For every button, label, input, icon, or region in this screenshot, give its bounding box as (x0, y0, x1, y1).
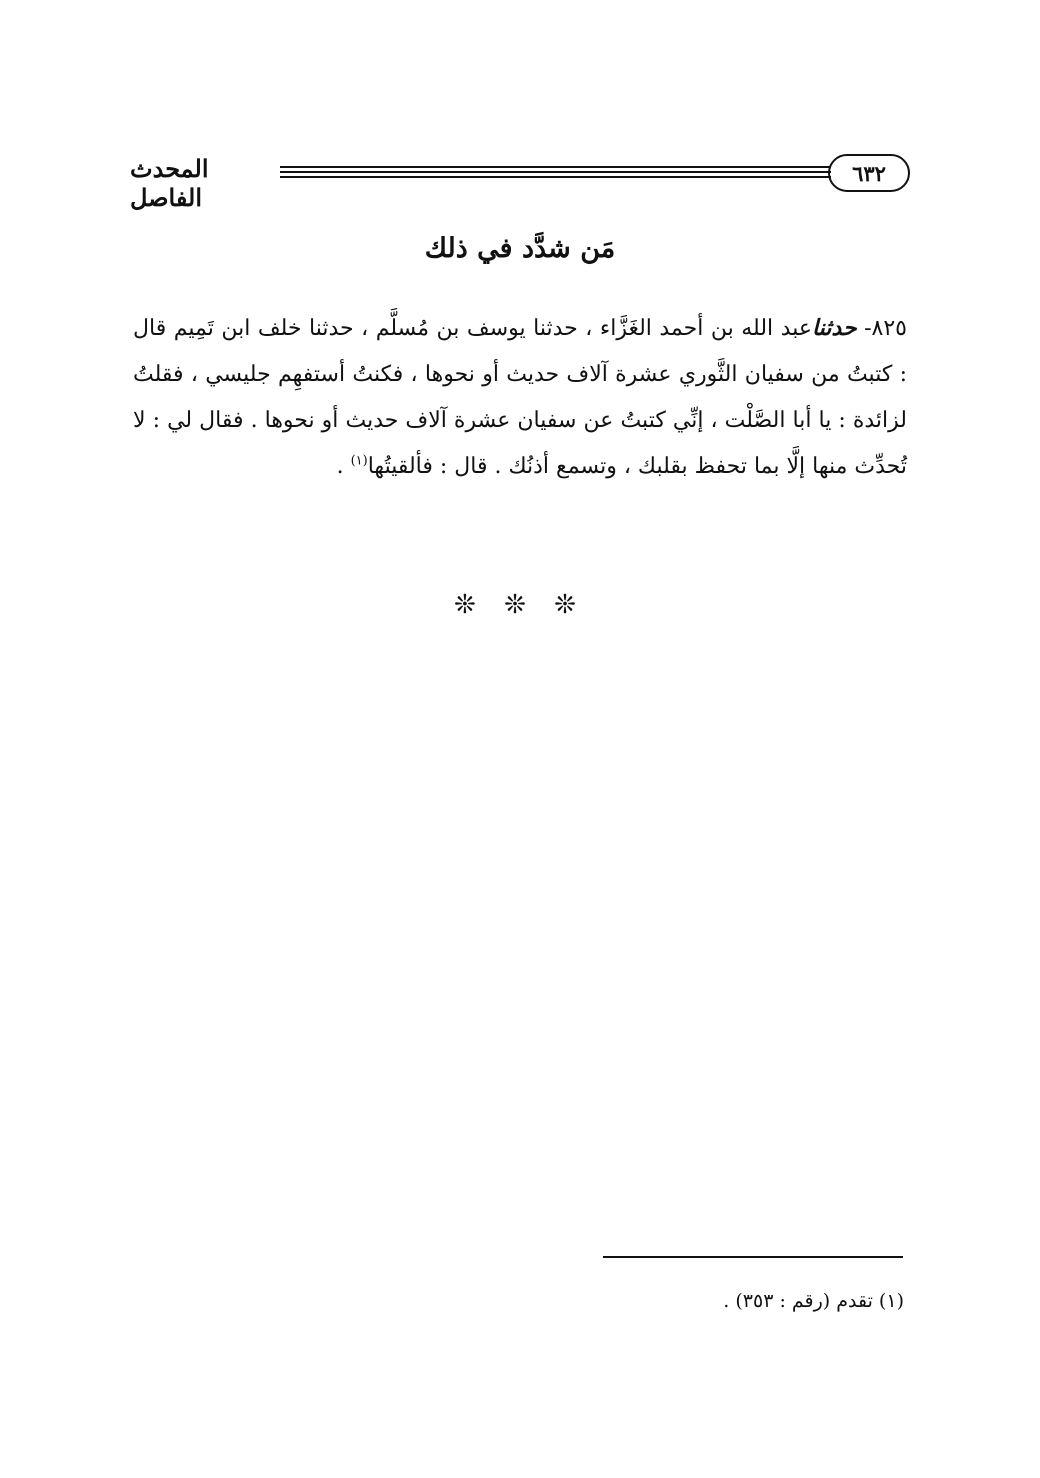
footnote: (١) تقدم (رقم : ٣٥٣) . (723, 1290, 904, 1312)
running-header (130, 150, 910, 212)
header-rule (280, 166, 831, 180)
section-separator: ❊ ❊ ❊ (454, 590, 586, 620)
hadith-number: ٨٢٥- (864, 316, 907, 341)
footnote-marker: (١) (350, 453, 368, 469)
hadith-text: عبد الله بن أحمد الغَزَّاء ، حدثنا يوسف بن مُسلَّم ، حدثنا خلف ابن تَمِيم قال : كتبتُ من سفيان الثَّوري عشرة آلاف حديث أو نحوها ، فكنتُ أستفهِم جليسي ، فقلتُ لزائدة : يا أبا الصَّلْت ، إنِّي كتبتُ عن سفيان عشرة آلاف حديث أو نحوها . فقال لي : لا تُحدِّث منها إلَّا بما تحفظ بقلبك ، وتسمع أذنُك . قال : فألقيتُها (133, 316, 908, 479)
hadith-paragraph (133, 305, 907, 490)
page-number: ٦٣٢ (828, 154, 910, 192)
book-title: المحدث الفاصل (130, 154, 209, 212)
footnote-rule (603, 1256, 903, 1258)
haddathana-word: حدثنا (811, 315, 857, 341)
hadith-ending: . (336, 454, 351, 479)
section-heading: مَن شدَّد في ذلك (424, 233, 616, 264)
